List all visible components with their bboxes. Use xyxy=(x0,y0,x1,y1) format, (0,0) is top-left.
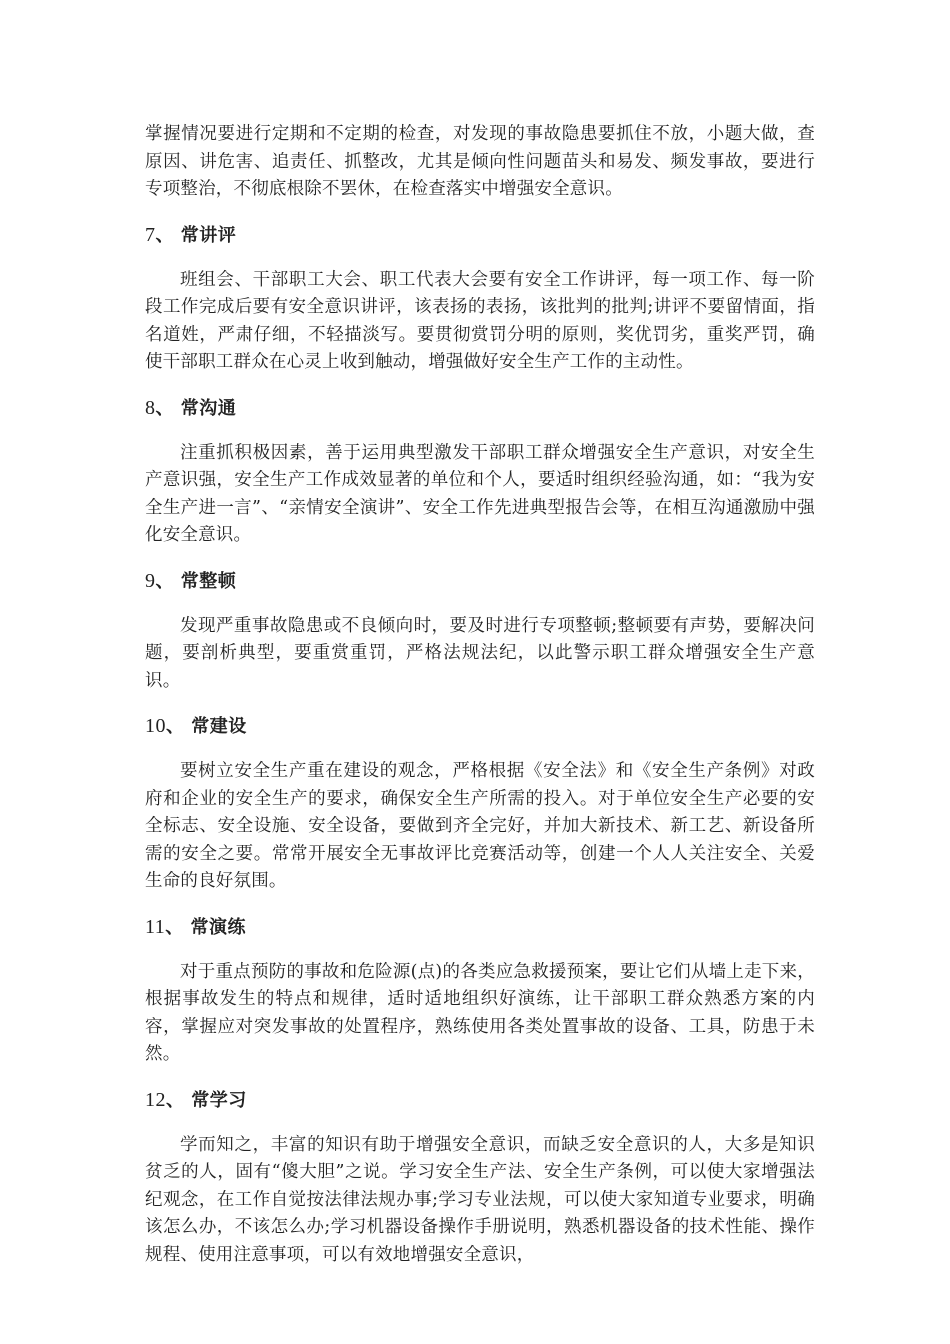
intro-paragraph: 掌握情况要进行定期和不定期的检查，对发现的事故隐患要抓住不放，小题大做，查原因、讲危害、追责任、抓整改，尤其是倾向性问题苗头和易发、频发事故，要进行专项整治，不彻底根除不罢休，在检查落实中增强安全意识。 xyxy=(145,124,815,199)
section-paragraph-8: 注重抓积极因素，善于运用典型激发干部职工群众增强安全生产意识，对安全生产意识强，安全生产工作成效显著的单位和个人，要适时组织经验沟通，如：“我为安全生产进一言”、“亲情安全演讲”、安全工作先进典型报告会等，在相互沟通激励中强化安全意识。 xyxy=(145,442,815,545)
section-heading-9 xyxy=(145,568,815,595)
section-separator: 、 xyxy=(155,224,174,246)
section-paragraph-12: 学而知之，丰富的知识有助于增强安全意识，而缺乏安全意识的人，大多是知识贫乏的人，固有“傻大胆”之说。学习安全生产法、安全生产条例，可以使大家增强法纪观念，在工作自觉按法律法规办事;学习专业法规，可以使大家知道专业要求，明确该怎么办，不该怎么办;学习机器设备操作手册说明，熟悉机器设备的技术性能、操作规程、使用注意事项，可以有效地增强安全意识， xyxy=(145,1134,815,1265)
section-separator: 、 xyxy=(166,1089,185,1111)
section-title: 常演练 xyxy=(190,916,247,938)
section-heading-11 xyxy=(145,914,815,941)
section-separator: 、 xyxy=(155,570,174,592)
section-heading-7 xyxy=(145,222,815,249)
section-paragraph-11: 对于重点预防的事故和危险源(点)的各类应急救援预案，要让它们从墙上走下来，根据事故发生的特点和规律，适时适地组织好演练，让干部职工群众熟悉方案的内容，掌握应对突发事故的处置程序，熟练使用各类处置事故的设备、工具，防患于未然。 xyxy=(145,961,815,1064)
section-number: 9 xyxy=(145,569,156,592)
section-title: 常沟通 xyxy=(180,397,237,419)
section-separator: 、 xyxy=(166,716,185,737)
section-paragraph-7: 班组会、干部职工大会、职工代表大会要有安全工作讲评，每一项工作、每一阶段工作完成后要有安全意识讲评，该表扬的表扬，该批判的批判;讲评不要留情面，指名道姓，严肃仔细，不轻描淡写。要贯彻赏罚分明的原则，奖优罚劣，重奖严罚，确使干部职工群众在心灵上收到触动，增强做好安全生产工作的主动性。 xyxy=(145,269,815,372)
document-body xyxy=(145,121,815,1269)
section-paragraph-9: 发现严重事故隐患或不良倾向时，要及时进行专项整顿;整顿要有声势，要解决问题，要剖析典型，要重赏重罚，严格法规法纪，以此警示职工群众增强安全生产意识。 xyxy=(145,615,815,691)
section-number: 10 xyxy=(145,715,166,737)
section-title: 常讲评 xyxy=(180,224,237,246)
section-number: 7 xyxy=(145,223,156,246)
section-heading-8 xyxy=(145,395,815,422)
section-separator: 、 xyxy=(155,397,174,419)
section-heading-12 xyxy=(145,1087,815,1114)
section-heading-10 xyxy=(145,713,815,740)
section-number: 12 xyxy=(145,1088,166,1111)
section-number: 8 xyxy=(145,396,156,419)
section-title: 常整顿 xyxy=(180,570,237,592)
section-number: 11 xyxy=(145,915,166,938)
section-paragraph-10: 要树立安全生产重在建设的观念，严格根据《安全法》和《安全生产条例》对政府和企业的安全生产的要求，确保安全生产所需的投入。对于单位安全生产必要的安全标志、安全设施、安全设备，要做到齐全完好，并加大新技术、新工艺、新设备所需的安全之要。常常开展安全无事故评比竞赛活动等，创建一个人人关注安全、关爱生命的良好氛围。 xyxy=(145,761,815,891)
section-title: 常建设 xyxy=(191,716,247,737)
section-title: 常学习 xyxy=(191,1089,247,1111)
section-separator: 、 xyxy=(165,916,184,938)
